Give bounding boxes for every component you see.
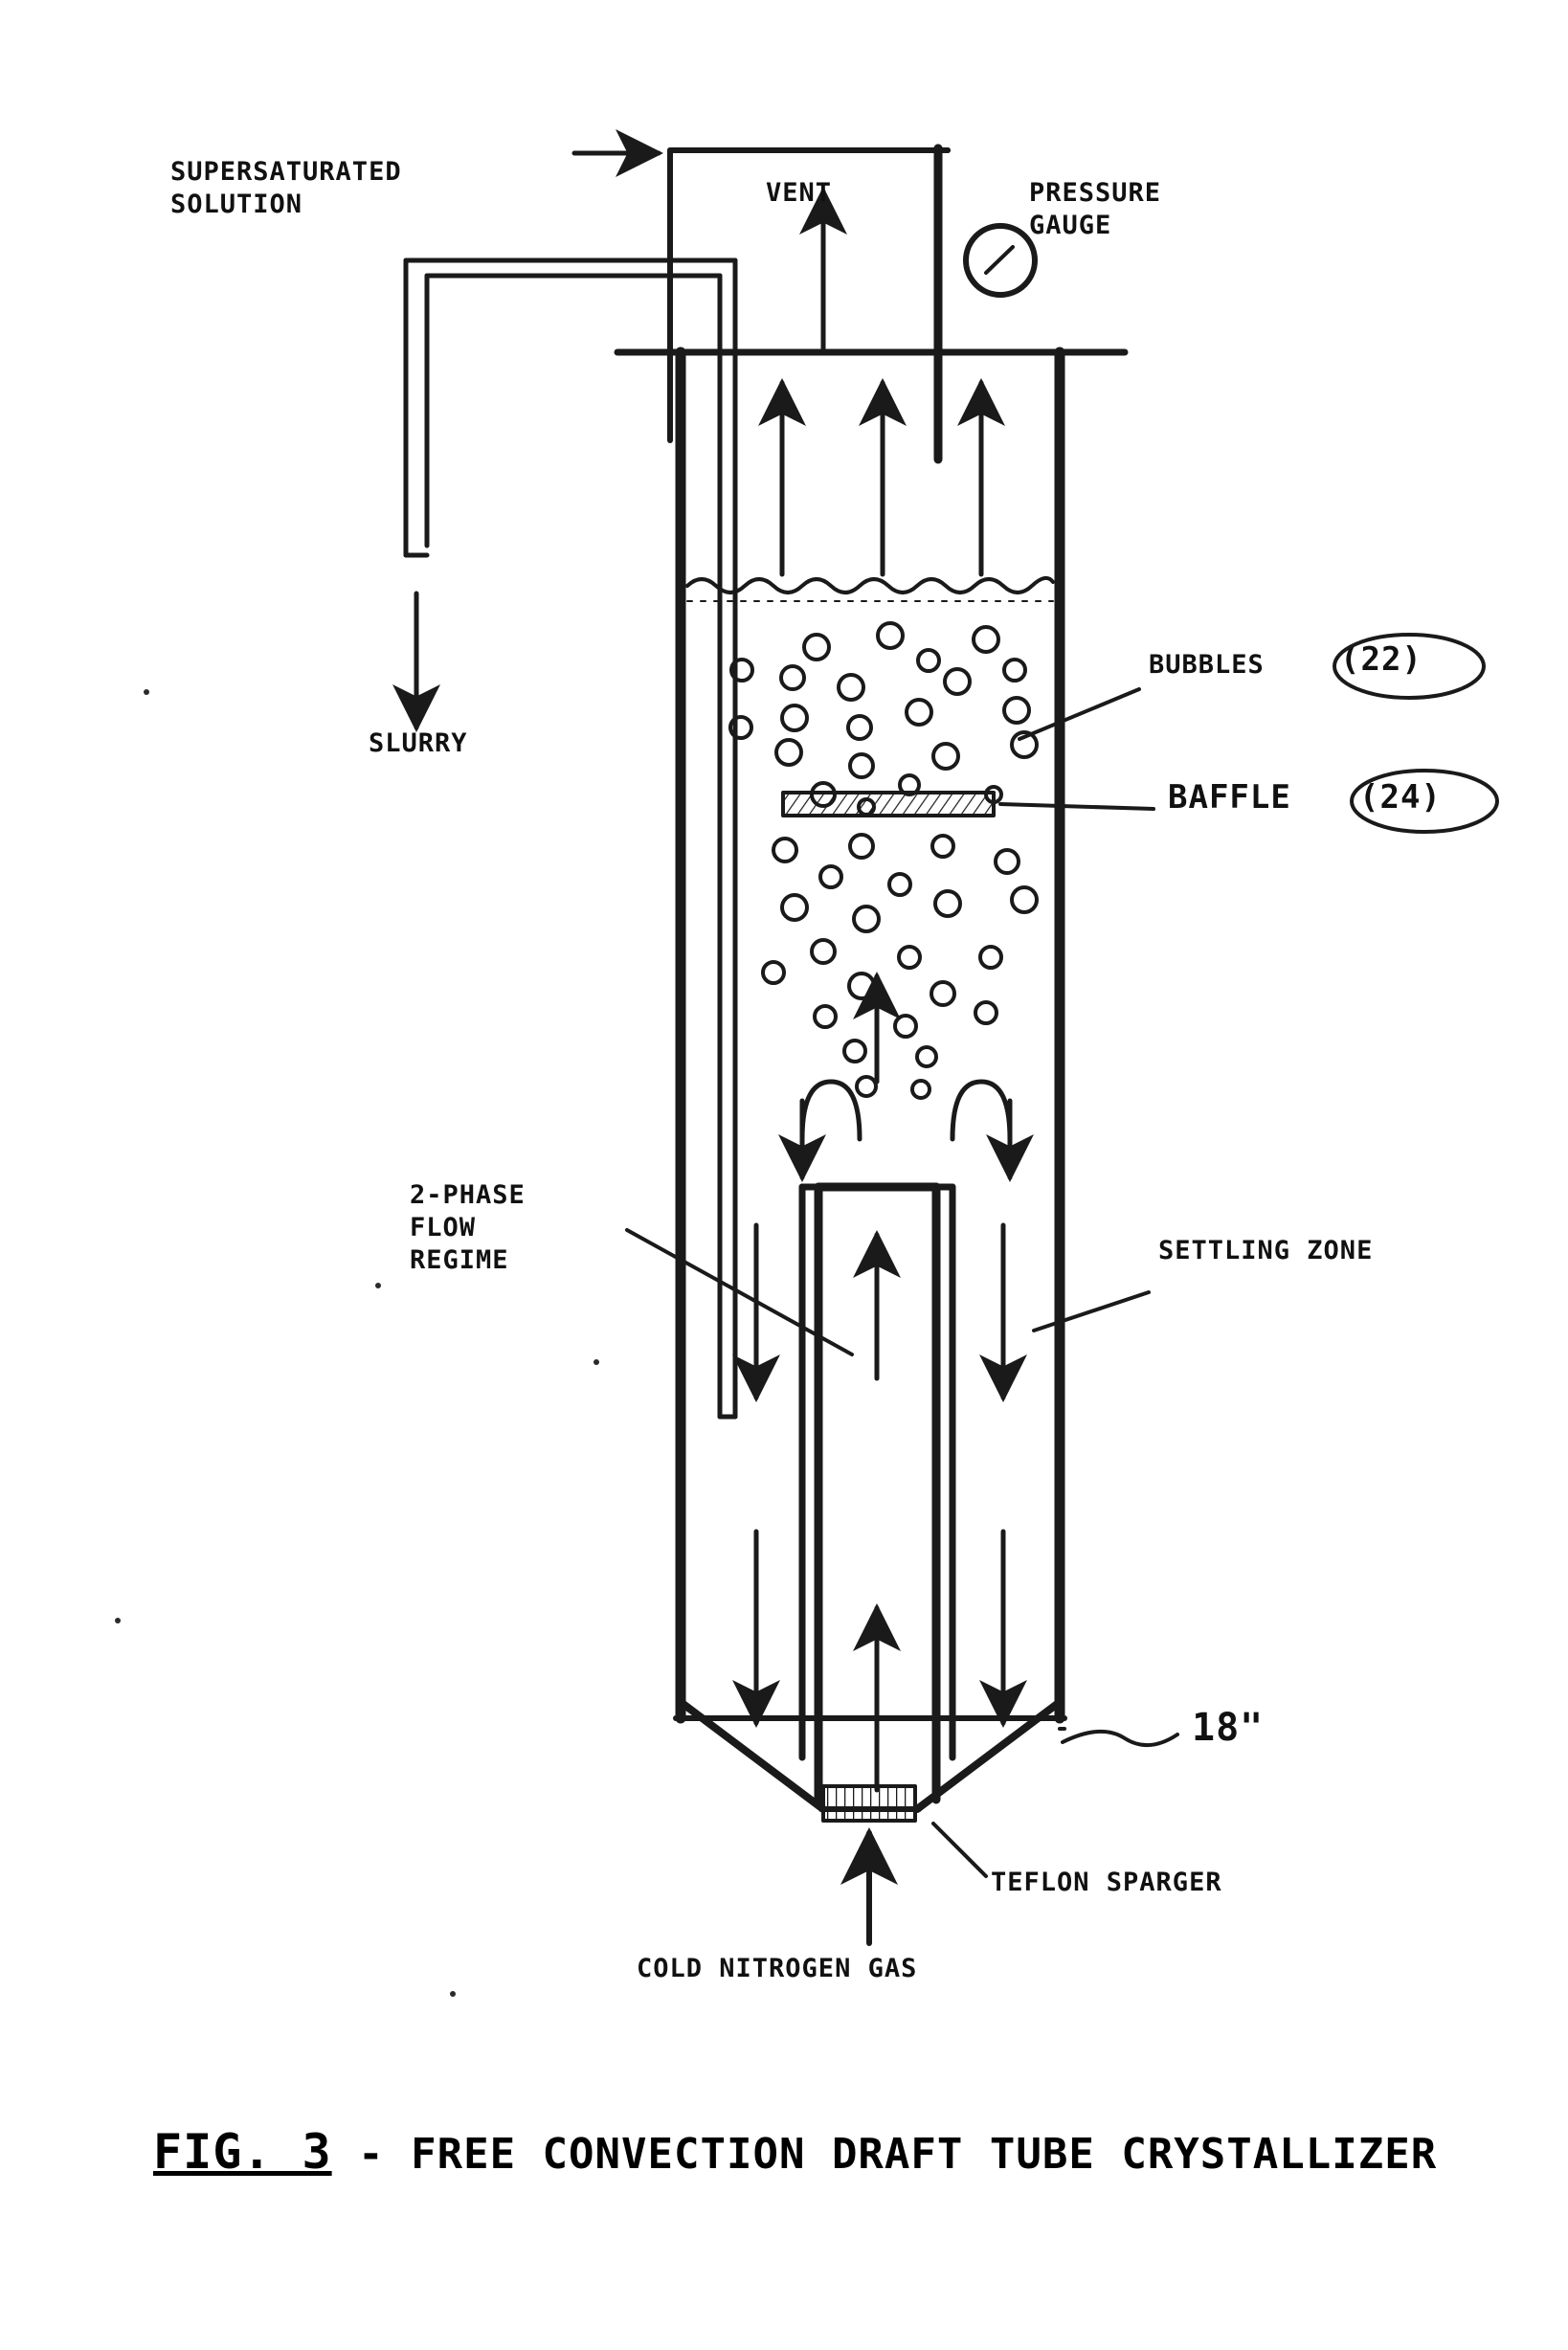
teflon-sparger xyxy=(823,1786,915,1821)
label-bubbles: BUBBLES xyxy=(1149,650,1265,680)
vapor-arrows xyxy=(782,383,981,574)
figure-number: FIG. 3 xyxy=(152,2124,332,2180)
flow-arrows xyxy=(756,976,1003,1790)
baffle xyxy=(783,793,994,816)
speckle xyxy=(375,1283,381,1288)
figure-dash: - xyxy=(331,2130,412,2179)
speckle xyxy=(450,1991,456,1997)
recirculation-arrows xyxy=(802,1082,1010,1177)
speckle xyxy=(115,1618,121,1623)
leader-lines xyxy=(627,689,1177,1876)
crystallizer-vessel xyxy=(617,352,1125,1809)
label-settling-zone: SETTLING ZONE xyxy=(1158,1236,1374,1265)
figure-caption xyxy=(101,2075,1437,2180)
label-bubbles-ref: (22) xyxy=(1340,640,1422,679)
label-teflon-sparger: TEFLON SPARGER xyxy=(991,1868,1222,1897)
figure-title: FREE CONVECTION DRAFT TUBE CRYSTALLIZER xyxy=(411,2130,1438,2179)
label-cold-nitrogen-gas: COLD NITROGEN GAS xyxy=(637,1954,918,1983)
label-two-phase-flow-regime: 2-PHASE FLOW REGIME xyxy=(410,1180,526,1275)
bubbles-ref-ellipse xyxy=(1331,632,1493,701)
label-vent: VENT xyxy=(766,178,833,208)
speckle xyxy=(594,1359,599,1365)
baffle-ref-ellipse xyxy=(1348,768,1506,835)
label-baffle: BAFFLE xyxy=(1168,778,1291,817)
bubbles xyxy=(730,623,1037,1098)
label-baffle-ref: (24) xyxy=(1359,778,1442,817)
label-pressure-gauge: PRESSURE GAUGE xyxy=(1029,178,1162,240)
speckle xyxy=(144,689,149,695)
label-dimension-18in: 18" xyxy=(1192,1706,1265,1750)
pressure-gauge xyxy=(938,148,1035,459)
label-slurry: SLURRY xyxy=(369,728,468,758)
liquid-surface xyxy=(687,578,1053,601)
label-supersaturated-solution: SUPERSATURATED SOLUTION xyxy=(170,157,402,219)
